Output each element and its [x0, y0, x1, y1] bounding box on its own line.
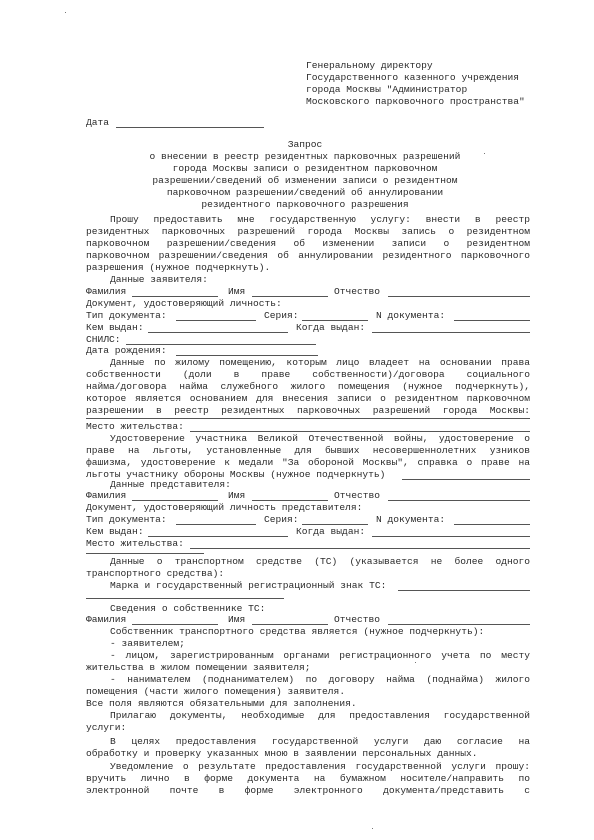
title-line-3: города Москвы записи о резидентном парковочном	[172, 163, 438, 174]
representative-id-doc-label: Документ, удостоверяющий личность представителя:	[86, 502, 363, 513]
owner-option-tenant-line-1: - нанимателем (поднанимателем) по договору найма (поднайма) жилого	[110, 674, 530, 685]
applicant-surname-label: Фамилия	[86, 286, 127, 297]
applicant-doc-type-label: Тип документа:	[86, 310, 167, 321]
representative-residence-field[interactable]	[190, 548, 530, 549]
request-line-1: Прошу предоставить мне государственную услугу: внести в реестр	[110, 214, 530, 225]
notice-line-3: электронной почте в форме электронного документа/представить с	[86, 785, 530, 796]
applicant-birth-date-label: Дата рождения:	[86, 345, 167, 356]
notice-line-2: вручить лично в форме документа на бумажном носителе/направить по	[86, 773, 530, 784]
applicant-issued-by-field[interactable]	[148, 332, 288, 333]
owner-surname-label: Фамилия	[86, 614, 127, 625]
applicant-doc-type-field[interactable]	[176, 320, 256, 321]
representative-doc-type-field[interactable]	[176, 524, 256, 525]
applicant-id-doc-label: Документ, удостоверяющий личность:	[86, 298, 282, 309]
representative-issued-by-field[interactable]	[148, 536, 288, 537]
owner-header: Сведения о собственнике ТС:	[110, 603, 266, 614]
vehicle-plate-label: Марка и государственный регистрационный знак ТС:	[110, 580, 387, 591]
consent-line-1: В целях предоставления государственной услуги даю согласие на	[110, 736, 530, 747]
representative-name-label: Имя	[228, 490, 246, 501]
owner-is-label: Собственник транспортного средства является (нужное подчеркнуть):	[110, 626, 485, 637]
applicant-issued-when-label: Когда выдан:	[296, 322, 366, 333]
representative-issued-when-label: Когда выдан:	[296, 526, 366, 537]
owner-surname-field[interactable]	[132, 624, 218, 625]
housing-line-5: разрешении в реестр резидентных парковочных разрешений города Москвы:	[86, 405, 530, 416]
applicant-name-field[interactable]	[252, 296, 328, 297]
addressee-line-1: Генеральному директору	[306, 60, 433, 71]
housing-line-1: Данные по жилому помещению, которым лицо владеет на основании права	[110, 357, 530, 368]
title-line-2: о внесении в реестр резидентных парковочных разрешений	[149, 151, 461, 162]
representative-header: Данные представителя:	[110, 479, 231, 490]
scan-speck	[484, 153, 485, 154]
applicant-birth-date-field[interactable]	[176, 355, 318, 356]
applicant-surname-field[interactable]	[132, 296, 218, 297]
owner-option-tenant-line-2: помещения (части жилого помещения) заявителя.	[86, 686, 346, 697]
representative-series-label: Серия:	[264, 514, 299, 525]
request-line-2: резидентных парковочных разрешений города Москвы запись о резидентном	[86, 226, 530, 237]
title-line-1: Запрос	[287, 139, 323, 150]
applicant-name-label: Имя	[228, 286, 246, 297]
addressee-line-2: Государственного казенного учреждения	[306, 72, 520, 83]
consent-line-2: обработку и проверку указанных мною в заявлении персональных данных.	[86, 748, 478, 759]
applicant-patronymic-label: Отчество	[334, 286, 381, 297]
representative-surname-field[interactable]	[132, 500, 218, 501]
representative-name-field[interactable]	[252, 500, 328, 501]
representative-doc-type-label: Тип документа:	[86, 514, 167, 525]
owner-option-registered-line-2: жительства в жилом помещении заявителя;	[86, 662, 311, 673]
applicant-patronymic-field[interactable]	[388, 296, 530, 297]
scan-speck	[65, 12, 66, 13]
owner-name-field[interactable]	[252, 624, 328, 625]
notice-line-1: Уведомление о результате предоставления государственной услуги прошу:	[110, 761, 530, 772]
date-label: Дата	[86, 117, 110, 128]
veteran-line-3: фашизма, удостоверение к медали "За обороной Москвы", справка о праве на	[86, 457, 530, 468]
request-line-5: разрешения (нужное подчеркнуть).	[86, 262, 271, 273]
veteran-document-field[interactable]	[402, 479, 530, 480]
housing-line-3: найма/договора найма служебного жилого помещения (нужное подчеркнуть),	[86, 381, 530, 392]
veteran-line-4: льготы участнику обороны Москвы (нужное подчеркнуть)	[86, 469, 386, 480]
residence-label: Место жительства:	[86, 421, 184, 432]
vehicle-line-2: транспортного средства):	[86, 568, 225, 579]
owner-patronymic-label: Отчество	[334, 614, 381, 625]
owner-name-label: Имя	[228, 614, 246, 625]
applicant-series-field[interactable]	[302, 320, 368, 321]
housing-line-4: которое является основанием для внесения записи о резидентном парковочном	[86, 393, 530, 404]
housing-line-2: собственности (доли в праве собственности)/договора социального	[86, 369, 530, 380]
representative-patronymic-field[interactable]	[388, 500, 530, 501]
title-line-6: резидентного парковочного разрешения	[201, 199, 409, 210]
scan-speck	[372, 828, 373, 829]
owner-option-registered-line-1: - лицом, зарегистрированным органами регистрационного учета по месту	[110, 650, 530, 661]
representative-doc-number-label: N документа:	[376, 514, 446, 525]
request-line-4: парковочном разрешении/сведения об аннулировании резидентного парковочного	[86, 250, 530, 261]
title-line-5: парковочном разрешении/сведений об аннулировании	[166, 187, 444, 198]
attach-line-2: услуги:	[86, 722, 127, 733]
veteran-line-2: праве на льготы, установленные для бывших несовершеннолетних узников	[86, 445, 530, 456]
addressee-line-4: Московского парковочного пространства"	[306, 96, 525, 107]
vehicle-plate-field-2[interactable]	[86, 598, 284, 599]
scan-speck	[415, 662, 416, 663]
representative-residence-field-2[interactable]	[86, 553, 204, 554]
addressee-line-3: города Москвы "Администратор	[306, 84, 468, 95]
title-line-4: разрешении/сведений об изменении записи о резидентном	[152, 175, 458, 186]
representative-doc-number-field[interactable]	[454, 524, 530, 525]
housing-details-field[interactable]	[86, 418, 530, 419]
applicant-snils-label: СНИЛС:	[86, 334, 121, 345]
representative-patronymic-label: Отчество	[334, 490, 381, 501]
veteran-line-1: Удостоверение участника Великой Отечественной войны, удостоверение о	[110, 433, 530, 444]
request-line-3: парковочном разрешении/сведения об изменении записи о резидентном	[86, 238, 530, 249]
applicant-doc-number-label: N документа:	[376, 310, 446, 321]
date-field[interactable]	[116, 127, 264, 128]
applicant-doc-number-field[interactable]	[454, 320, 530, 321]
owner-patronymic-field[interactable]	[388, 624, 530, 625]
attach-line-1: Прилагаю документы, необходимые для предоставления государственной	[110, 710, 530, 721]
residence-field[interactable]	[190, 431, 530, 432]
representative-residence-label: Место жительства:	[86, 538, 184, 549]
representative-issued-by-label: Кем выдан:	[86, 526, 144, 537]
representative-series-field[interactable]	[302, 524, 368, 525]
representative-surname-label: Фамилия	[86, 490, 127, 501]
applicant-header: Данные заявителя:	[110, 274, 208, 285]
vehicle-line-1: Данные о транспортном средстве (ТС) (указывается не более одного	[110, 556, 530, 567]
applicant-issued-when-field[interactable]	[372, 332, 530, 333]
required-fields-note: Все поля являются обязательными для заполнения.	[86, 698, 357, 709]
representative-issued-when-field[interactable]	[372, 536, 530, 537]
vehicle-plate-field[interactable]	[398, 590, 530, 591]
applicant-issued-by-label: Кем выдан:	[86, 322, 144, 333]
owner-option-applicant: - заявителем;	[110, 638, 185, 649]
applicant-series-label: Серия:	[264, 310, 299, 321]
